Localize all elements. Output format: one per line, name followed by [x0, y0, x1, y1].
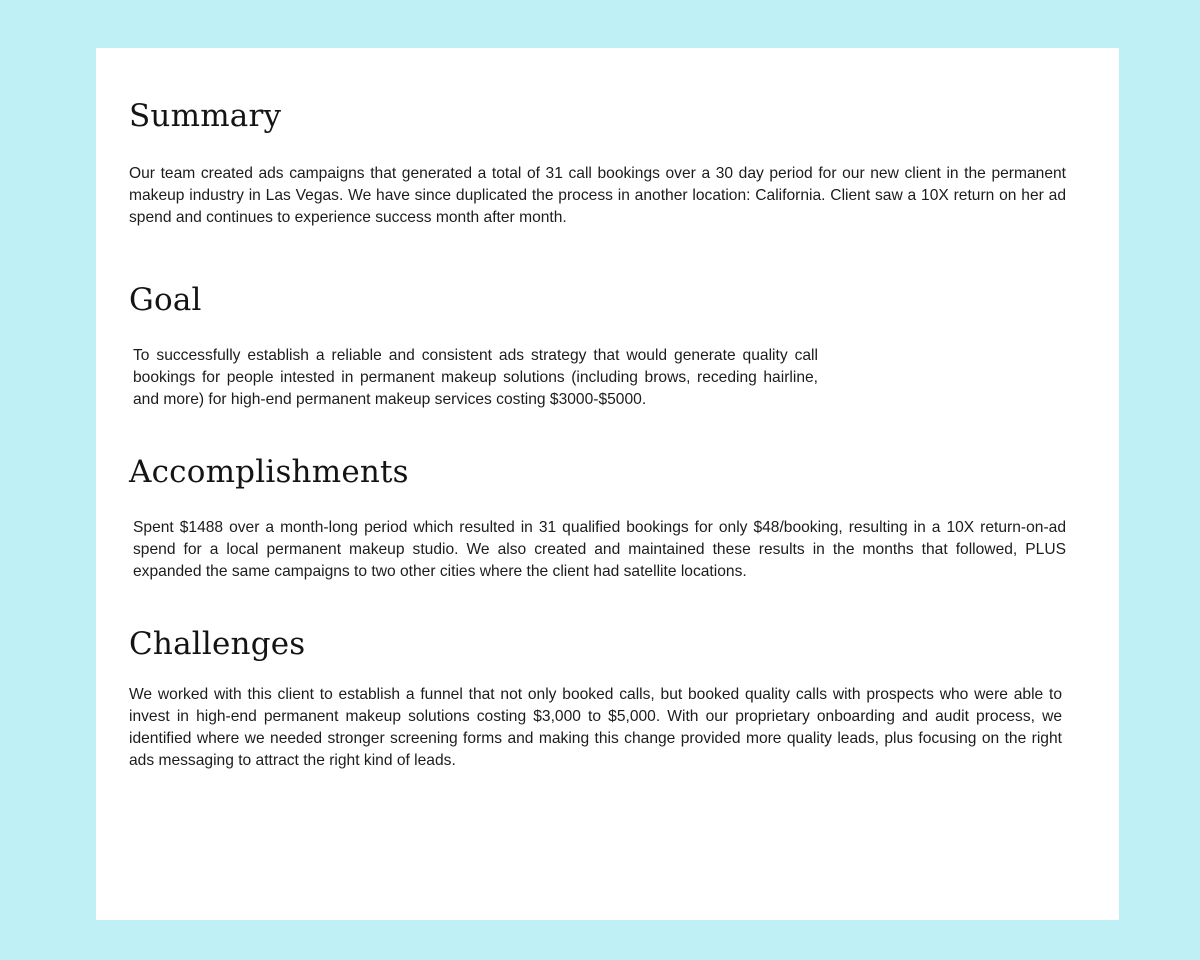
document-page: [96, 48, 1119, 920]
summary-heading: Summary: [129, 98, 282, 134]
challenges-paragraph: We worked with this client to establish a funnel that not only booked calls, but booked quality calls with prospects who were able to invest in high-end permanent makeup solutions costing $3,000 to $5,000. With our proprietary onboarding and audit process, we identified where we needed stronger screening forms and making this change provided more quality leads, plus focusing on the right ads messaging to attract the right kind of leads.: [129, 686, 1062, 769]
summary-paragraph: Our team created ads campaigns that generated a total of 31 call bookings over a 30 day period for our new client in the permanent makeup industry in Las Vegas. We have since duplicated the process in another location: California. Client saw a 10X return on her ad spend and continues to experience success month after month.: [129, 165, 1066, 226]
challenges-heading: Challenges: [129, 626, 306, 662]
accomplishments-paragraph: Spent $1488 over a month-long period which resulted in 31 qualified bookings for only $48/booking, resulting in a 10X return-on-ad spend for a local permanent makeup studio. We also created and maintained these results in the months that followed, PLUS expanded the same campaigns to two other cities where the client had satellite locations.: [133, 519, 1066, 580]
accomplishments-heading: Accomplishments: [129, 454, 409, 490]
goal-heading: Goal: [129, 282, 202, 318]
goal-paragraph: To successfully establish a reliable and consistent ads strategy that would generate quality call bookings for people intested in permanent makeup solutions (including brows, receding hairline, and more) for high-end permanent makeup services costing $3000-$5000.: [133, 347, 818, 408]
